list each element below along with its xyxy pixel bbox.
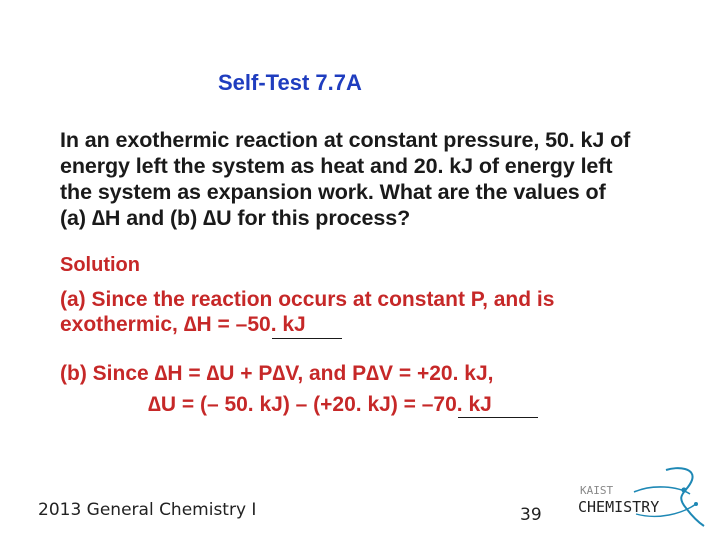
question-line: (a) ∆H and (b) ∆U for this process? xyxy=(60,206,411,230)
logo-bottom-text: CHEMISTRY xyxy=(578,498,660,516)
question-line: energy left the system as heat and 20. kJ of energy left xyxy=(60,154,613,178)
question-line: the system as expansion work. What are the values of xyxy=(60,180,606,204)
logo-top-text: KAIST xyxy=(580,484,614,497)
solution-heading: Solution xyxy=(60,254,140,276)
part-b-line-1: (b) Since ∆H = ∆U + P∆V, and P∆V = +20. kJ, xyxy=(60,362,494,385)
slide-title: Self-Test 7.7A xyxy=(218,70,362,95)
part-b-line-2: ∆U = (– 50. kJ) – (+20. kJ) = –70. kJ xyxy=(148,393,492,416)
footer-course-name: 2013 General Chemistry I xyxy=(38,500,257,520)
page-number: 39 xyxy=(520,505,542,525)
kaist-chemistry-logo xyxy=(574,464,706,528)
answer-underline-b xyxy=(458,417,538,418)
answer-underline-a xyxy=(272,338,342,339)
part-a-line-2: exothermic, ∆H = –50. kJ xyxy=(60,313,306,336)
question-line: In an exothermic reaction at constant pressure, 50. kJ of xyxy=(60,128,631,152)
part-a-line-1: (a) Since the reaction occurs at constant P, and is xyxy=(60,288,555,311)
